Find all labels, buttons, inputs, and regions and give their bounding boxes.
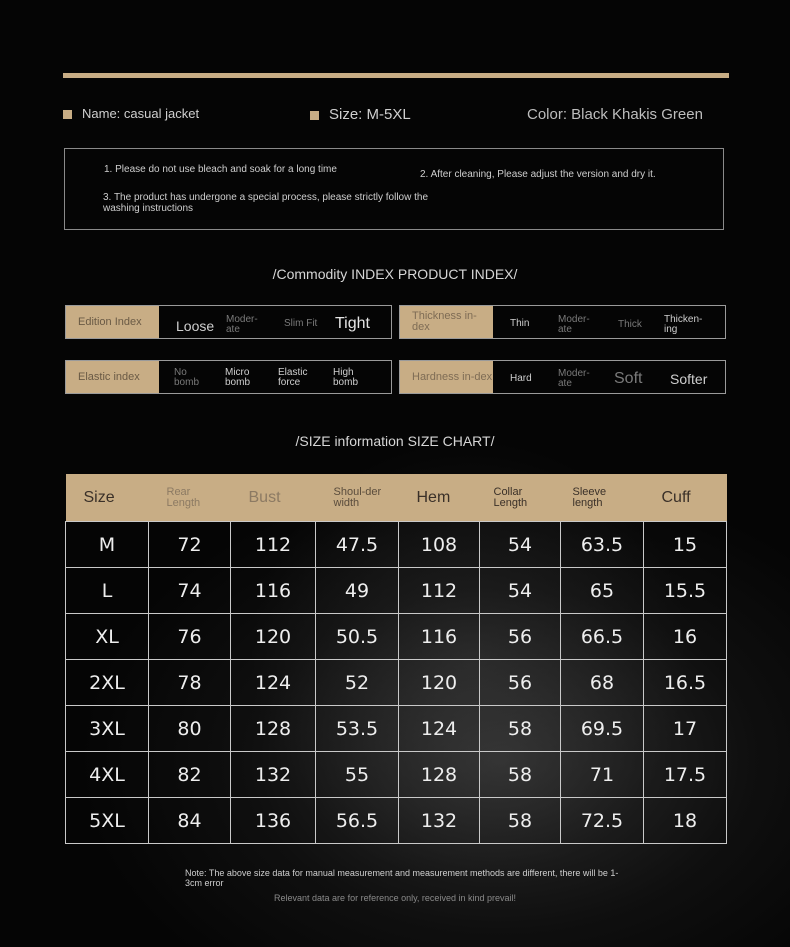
top-accent-bar: [63, 73, 729, 78]
reference-note: Relevant data are for reference only, received in kind prevail!: [274, 893, 516, 903]
header-shoulder-width: Shoul-der width: [316, 474, 399, 522]
table-cell: 58: [480, 798, 561, 844]
table-cell: 54: [480, 522, 561, 568]
elastic-option-no-bomb: No bomb: [174, 367, 200, 388]
hardness-option-soft: Soft: [614, 370, 643, 387]
table-cell: 54: [480, 568, 561, 614]
table-cell: 132: [231, 752, 316, 798]
edition-option-moderate: Moder-ate: [226, 314, 258, 335]
table-cell: 136: [231, 798, 316, 844]
hardness-option-hard: Hard: [510, 373, 532, 384]
product-size-text: Size: M-5XL: [329, 106, 411, 123]
table-cell: 65: [561, 568, 644, 614]
care-note-1: 1. Please do not use bleach and soak for a long time: [104, 164, 337, 175]
size-chart-body: [66, 522, 727, 844]
table-row: [66, 798, 727, 844]
table-cell: 5XL: [66, 798, 149, 844]
bullet-square-icon: [63, 110, 72, 119]
table-cell: 16: [644, 614, 727, 660]
table-cell: 82: [149, 752, 231, 798]
thickness-option-moderate: Moder-ate: [558, 314, 590, 335]
table-cell: 72.5: [561, 798, 644, 844]
table-cell: 50.5: [316, 614, 399, 660]
table-cell: 80: [149, 706, 231, 752]
table-cell: 72: [149, 522, 231, 568]
header-cuff: Cuff: [644, 474, 727, 522]
elastic-index-label: Elastic index: [66, 361, 159, 393]
table-cell: 58: [480, 752, 561, 798]
table-row: [66, 706, 727, 752]
table-cell: 124: [231, 660, 316, 706]
table-row: [66, 614, 727, 660]
edition-option-loose: Loose: [176, 318, 215, 334]
table-cell: 112: [399, 568, 480, 614]
size-chart-header-row: [66, 474, 727, 522]
table-cell: 53.5: [316, 706, 399, 752]
table-cell: 128: [231, 706, 316, 752]
edition-option-slim-fit: Slim Fit: [284, 318, 318, 329]
table-cell: 55: [316, 752, 399, 798]
header-size: Size: [66, 474, 149, 522]
thickness-option-thickening: Thicken-ing: [664, 314, 703, 335]
table-row: [66, 522, 727, 568]
hardness-option-softer: Softer: [670, 371, 708, 387]
table-cell: 15.5: [644, 568, 727, 614]
table-cell: 56: [480, 614, 561, 660]
table-cell: 120: [231, 614, 316, 660]
table-cell: 58: [480, 706, 561, 752]
index-section-title: /Commodity INDEX PRODUCT INDEX/: [272, 266, 518, 282]
hardness-index: [399, 360, 726, 394]
table-cell: 112: [231, 522, 316, 568]
care-instructions-box: [64, 148, 724, 230]
table-cell: 2XL: [66, 660, 149, 706]
table-cell: 71: [561, 752, 644, 798]
hardness-option-moderate: Moder-ate: [558, 368, 590, 389]
table-cell: 132: [399, 798, 480, 844]
size-chart-table: [65, 474, 727, 844]
thickness-option-thin: Thin: [510, 318, 530, 329]
thickness-option-thick: Thick: [618, 319, 642, 330]
care-note-3: 3. The product has undergone a special process, please strictly follow the washing instructions: [103, 192, 428, 214]
table-cell: 78: [149, 660, 231, 706]
measurement-note: Note: The above size data for manual measurement and measurement methods are different, there will be 1-3cm error: [185, 868, 619, 888]
elastic-option-micro-bomb: Micro bomb: [225, 367, 251, 388]
table-cell: 74: [149, 568, 231, 614]
header-sleeve-length: Sleeve length: [561, 474, 644, 522]
table-cell: 52: [316, 660, 399, 706]
product-name: [63, 106, 199, 126]
product-color: Color: Black Khakis Green: [527, 106, 703, 123]
table-cell: 47.5: [316, 522, 399, 568]
size-section-title: /SIZE information SIZE CHART/: [295, 433, 495, 449]
table-cell: 116: [399, 614, 480, 660]
table-cell: 56.5: [316, 798, 399, 844]
header-hem: Hem: [399, 474, 480, 522]
elastic-option-high-bomb: High bomb: [333, 367, 359, 388]
care-note-2: 2. After cleaning, Please adjust the version and dry it.: [420, 169, 656, 180]
table-cell: 69.5: [561, 706, 644, 752]
table-cell: 120: [399, 660, 480, 706]
table-cell: 3XL: [66, 706, 149, 752]
table-cell: 17: [644, 706, 727, 752]
hardness-index-label: Hardness in-dex: [400, 361, 493, 393]
table-cell: 68: [561, 660, 644, 706]
table-cell: 124: [399, 706, 480, 752]
product-name-text: Name: casual jacket: [82, 106, 200, 121]
table-cell: 63.5: [561, 522, 644, 568]
table-row: [66, 568, 727, 614]
header-rear-length: Rear Length: [149, 474, 231, 522]
edition-index: [65, 305, 392, 339]
table-cell: 18: [644, 798, 727, 844]
table-cell: 116: [231, 568, 316, 614]
elastic-index: [65, 360, 392, 394]
table-cell: 16.5: [644, 660, 727, 706]
table-cell: 76: [149, 614, 231, 660]
thickness-index-label: Thickness in-dex: [400, 306, 493, 338]
table-cell: XL: [66, 614, 149, 660]
table-cell: L: [66, 568, 149, 614]
table-cell: 56: [480, 660, 561, 706]
table-cell: 17.5: [644, 752, 727, 798]
table-cell: 66.5: [561, 614, 644, 660]
table-cell: 49: [316, 568, 399, 614]
table-row: [66, 660, 727, 706]
header-bust: Bust: [231, 474, 316, 522]
table-cell: 15: [644, 522, 727, 568]
edition-option-tight: Tight: [335, 315, 370, 332]
edition-index-label: Edition Index: [66, 306, 159, 338]
table-row: [66, 752, 727, 798]
product-size: [310, 106, 411, 126]
table-cell: 108: [399, 522, 480, 568]
table-cell: 84: [149, 798, 231, 844]
table-cell: 128: [399, 752, 480, 798]
table-cell: 4XL: [66, 752, 149, 798]
table-cell: M: [66, 522, 149, 568]
bullet-square-icon: [310, 111, 319, 120]
header-collar-length: Collar Length: [480, 474, 561, 522]
elastic-option-elastic-force: Elastic force: [278, 367, 308, 388]
thickness-index: [399, 305, 726, 339]
